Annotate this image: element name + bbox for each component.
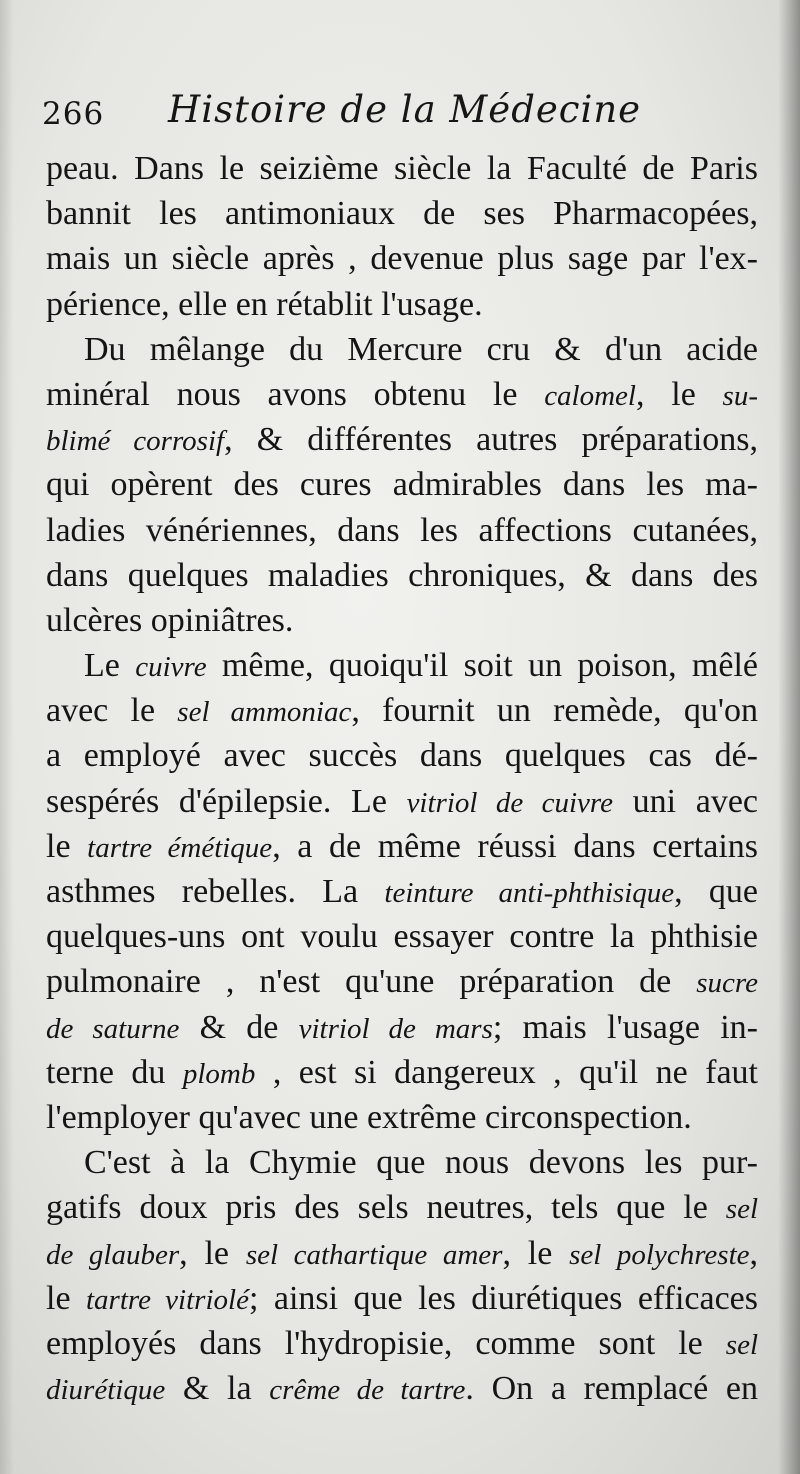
text-run: , a de même réussi dans certains: [272, 827, 758, 865]
body-text: [46, 146, 758, 1411]
italic-term: su-: [722, 379, 758, 412]
text-run: uni avec: [613, 782, 758, 820]
text-line: [46, 1276, 758, 1321]
text-run: asthmes rebelles. La: [46, 873, 385, 910]
text-run: pulmonaire , n'est qu'une préparation de: [46, 963, 697, 1001]
text-run: & de: [179, 1008, 299, 1046]
italic-term: tartre émétique: [87, 831, 273, 864]
text-line: [46, 688, 758, 733]
italic-term: diurétique: [46, 1374, 166, 1407]
text-run: le: [46, 1279, 86, 1317]
text-run: ulcères opiniâtres.: [46, 601, 294, 639]
text-line: [46, 869, 758, 914]
text-line: [46, 1185, 758, 1230]
text-line: [46, 1005, 758, 1050]
text-line: [46, 417, 758, 462]
text-run: qui opèrent des cures admirables dans les ma-: [46, 466, 758, 504]
text-run: terne du: [46, 1053, 183, 1091]
text-line: [46, 1095, 758, 1140]
text-run: , que: [674, 873, 758, 910]
text-line: [46, 914, 758, 959]
italic-term: vitriol de cuivre: [406, 786, 613, 819]
text-run: périence, elle en rétablit l'usage.: [46, 285, 483, 323]
text-run: minéral nous avons obtenu le: [46, 375, 545, 413]
text-run: quelques-uns ont voulu essayer contre la phthisie: [46, 918, 758, 956]
italic-term: calomel: [544, 379, 636, 412]
text-line: [46, 553, 758, 598]
text-run: Le: [84, 647, 136, 685]
italic-term: cuivre: [135, 651, 207, 684]
italic-term: sel polychreste: [569, 1238, 750, 1271]
text-run: ; mais l'usage in-: [492, 1008, 758, 1046]
text-run: avec le: [46, 692, 178, 730]
text-run: , fournit un remède, qu'on: [351, 692, 758, 730]
text-line: [46, 824, 758, 869]
text-run: l'employer qu'avec une extrême circonspection.: [46, 1098, 692, 1136]
text-line: [46, 1366, 758, 1411]
text-run: , & différentes autres préparations,: [224, 421, 758, 459]
text-run: gatifs doux pris des sels neutres, tels que le: [46, 1189, 726, 1227]
text-run: , le: [179, 1234, 246, 1272]
text-run: sespérés d'épilepsie. Le: [46, 782, 407, 820]
italic-term: sucre: [696, 967, 758, 1000]
text-run: le: [46, 827, 88, 865]
italic-term: plomb: [182, 1057, 256, 1090]
text-line: [46, 236, 758, 281]
italic-term: de glauber: [46, 1238, 180, 1271]
page-edge-shadow: [778, 0, 800, 1474]
text-line: [46, 779, 758, 824]
text-run: a employé avec succès dans quelques cas dé-: [46, 737, 758, 775]
text-run: C'est à la Chymie que nous devons les pur-: [84, 1144, 758, 1182]
running-header: [42, 88, 762, 140]
text-run: Du mêlange du Mercure cru & d'un acide: [84, 330, 758, 368]
text-line: [46, 372, 758, 417]
text-run: bannit les antimoniaux de ses Pharmacopées,: [46, 195, 758, 233]
page-number: 266: [42, 96, 105, 132]
text-run: , le: [636, 375, 723, 413]
text-line: [46, 1321, 758, 1366]
text-run: dans quelques maladies chroniques, & dans des: [46, 556, 758, 594]
italic-term: sel: [725, 1193, 758, 1226]
text-line: [46, 959, 758, 1004]
text-run: ,: [749, 1234, 758, 1272]
text-run: , est si dangereux , qu'il ne faut: [255, 1053, 758, 1091]
text-line: [46, 598, 758, 643]
running-title: Histoire de la Médecine: [168, 88, 642, 131]
text-run: employés dans l'hydropisie, comme sont le: [46, 1324, 726, 1362]
italic-term: sel: [725, 1328, 758, 1361]
text-line: [46, 1231, 758, 1276]
italic-term: tartre vitriolé: [86, 1283, 249, 1316]
text-run: , le: [502, 1234, 570, 1272]
text-run: . On a remplacé en: [465, 1370, 758, 1408]
text-run: mais un siècle après , devenue plus sage par l'ex-: [46, 240, 758, 278]
italic-term: sel ammoniac: [177, 696, 352, 729]
text-line: [46, 462, 758, 507]
text-run: ladies vénériennes, dans les affections cutanées,: [46, 511, 758, 549]
text-line: [46, 1140, 758, 1185]
text-line: [46, 282, 758, 327]
italic-term: de saturne: [46, 1012, 180, 1045]
italic-term: vitriol de mars: [298, 1012, 493, 1045]
italic-term: teinture anti-phthisique: [384, 877, 675, 909]
text-run: peau. Dans le seizième siècle la Faculté de Paris: [46, 150, 758, 187]
italic-term: blimé corrosif: [46, 425, 225, 458]
text-line: [46, 146, 758, 191]
italic-term: crême de tartre: [269, 1374, 466, 1407]
text-run: même, quoiqu'il soit un poison, mêlé: [206, 647, 758, 685]
text-line: [46, 191, 758, 236]
italic-term: sel cathartique amer: [245, 1238, 503, 1271]
text-line: [46, 508, 758, 553]
text-line: [46, 643, 758, 688]
text-line: [46, 327, 758, 372]
text-line: [46, 1050, 758, 1095]
text-run: & la: [165, 1370, 270, 1408]
gutter-shadow: [0, 0, 14, 1474]
text-run: ; ainsi que les diurétiques efficaces: [248, 1279, 758, 1317]
text-line: [46, 733, 758, 778]
